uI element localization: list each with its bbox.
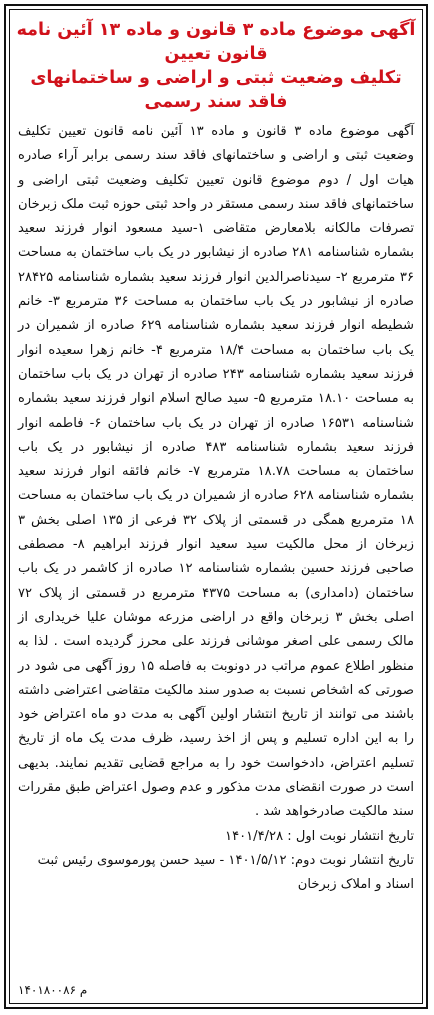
publish-date-first: تاریخ انتشار نوبت اول : ۱۴۰۱/۴/۲۸ (225, 828, 414, 844)
notice-title-line-1: آگهی موضوع ماده ۳ قانون و ماده ۱۳ آئین نامه قانون تعیین (16, 20, 416, 64)
publish-date-second: تاریخ انتشار نوبت دوم: ۱۴۰۱/۵/۱۲ - سید حسن پورموسوی رئیس ثبت اسناد و املاک زبرخان (37, 852, 414, 893)
notice-frame (4, 4, 428, 1009)
notice-inner-border (9, 9, 423, 1004)
notice-body: آگهی موضوع ماده ۳ قانون و ماده ۱۳ آئین نامه قانون تعیین تکلیف وضعیت ثبتی و اراضی و ساختمانهای فاقد سند رسمی برابر آراء صادره هیات اول / دوم موضوع قانون تعیین تکلیف وضعیت ثبتی اراضی و ساختمانهای فاقد سند رسمی مستقر در واحد ثبتی حوزه ثبت ملک زبرخان تصرفات مالکانه بلامعارض متقاضی ۱-سید مسعود انوار فرزند سعید بشماره شناسنامه ۲۸۱ صادره از نیشابور در یک باب ساختمان به مساحت ۳۶ مترمربع ۲- سیدناصرالدین انوار فرزند سعید بشماره شناسنامه ۲۸۴۲۵ صادره از نیشابور در یک باب ساختمان به مساحت ۳۶ مترمربع ۳- خانم شطیطه انوار فرزند سعید بشماره شناسنامه ۶۲۹ صادره از شمیران در یک باب ساختمان به مساحت ۱۸/۴ مترمربع ۴- خانم زهرا سعیده انوار فرزند سعید بشماره شناسنامه ۲۴۳ صادره از تهران در یک باب ساختمان به مساحت ۱۸.۱۰ مترمربع ۵- سید صالح اسلام انوار فرزند سعید بشماره شناسنامه ۱۶۵۳۱ صادره از تهران در یک باب ساختمان ۶- فاطمه انوار فرزند سعید بشماره شناسنامه ۴۸۳ صادره از نیشابور در یک باب ساختمان به مساحت ۱۸.۷۸ مترمربع ۷- خانم فائقه انوار فرزند سعید بشماره شناسنامه ۶۲۸ صادره از شمیران در یک باب ساختمان به مساحت ۱۸ مترمربع همگی در قسمتی از پلاک ۳۲ فرعی از ۱۳۵ اصلی بخش ۳ زبرخان از محل مالکیت سید سعید انوار فرزند ابراهیم ۸- مصطفی صاحبی فرزند حسین بشماره شناسنامه ۱۲ صادره از کاشمر در یک باب ساختمان (دامداری) به مساحت ۴۳۷۵ مترمربع در قسمتی از پلاک ۷۲ اصلی بخش ۳ زبرخان واقع در اراضی مزرعه موشان علیا خریداری از مالک رسمی علی اصغر موشانی فرزند علی محرز گردیده است . لذا به منظور اطلاع عموم مراتب در دونوبت به فاصله ۱۵ روز آگهی می شود در صورتی که اشخاص نسبت به صدور سند مالکیت متقاضی اعتراضی داشته باشند می توانند از تاریخ انتشار اولین آگهی به مدت دو ماه اعتراض خود را به این اداره تسلیم و پس از اخذ رسید، ظرف مدت یک ماه از تاریخ تسلیم اعتراض، دادخواست خود را به مراجع قضایی تقدیم نمایند. بدیهی است در صورت انقضای مدت مذکور و عدم وصول اعتراض طبق مقررات سند مالکیت صادرخواهد شد . (18, 124, 415, 820)
notice-title (10, 10, 422, 114)
notice-title-line-2: تکلیف وضعیت ثبتی و اراضی و ساختمانهای فاقد سند رسمی (30, 68, 402, 112)
notice-code: م ۱۴۰۱۸۰۰۸۶ (18, 983, 88, 997)
